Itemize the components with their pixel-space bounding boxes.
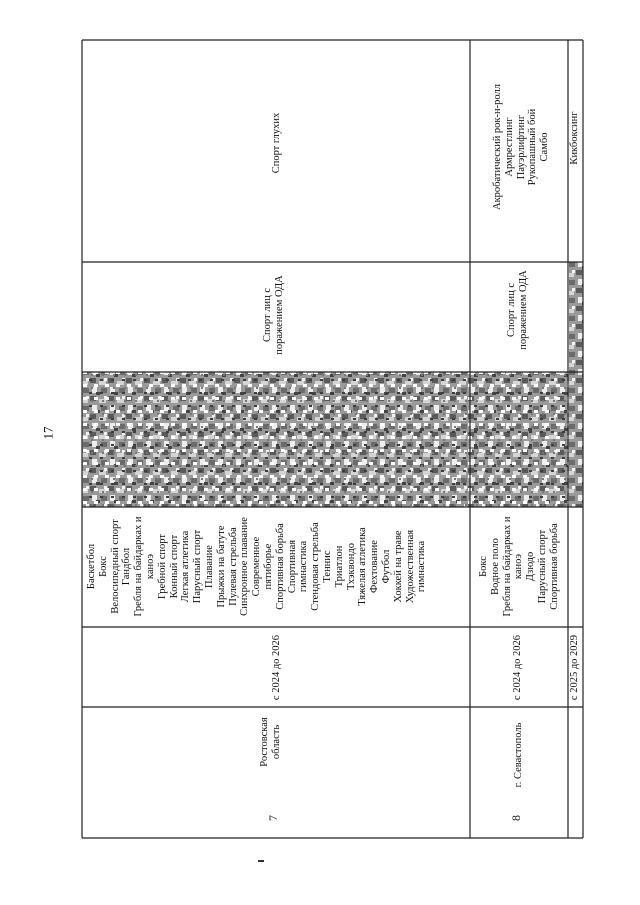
row-7-sport-item: гимнастика <box>298 540 310 593</box>
row-8-sport-item: Гребля на байдарках и <box>501 516 513 617</box>
row-7-sport-item: Гребля на байдарках и <box>133 516 145 617</box>
row-7-sport-item: Футбол <box>380 549 392 584</box>
row-8-sport-item: Парусный спорт <box>536 529 548 604</box>
row-8-period: с 2024 до 2026 <box>512 634 523 701</box>
row-7-sport-item: Современное <box>251 536 263 597</box>
row-7-sport-item: Художественная <box>404 529 416 604</box>
row-8-region: г. Севастополь <box>513 722 524 788</box>
row-7-sport-item: Парусный спорт <box>192 529 204 604</box>
row-8-oda-label: Спорт лиц с поражением ОДА <box>506 270 529 350</box>
row-8-number: 8 <box>509 815 523 821</box>
row-7-sport-item: Бокс <box>97 556 109 577</box>
row-7-sport-item: Гандбол <box>121 547 133 586</box>
row-7-sport-item: Спортивная борьба <box>274 523 286 610</box>
row-7-sport-item: Велосипедный спорт <box>109 519 121 614</box>
row-9-sport: Кикбоксинг <box>569 111 580 165</box>
row-7-sport-item: Тхэквондо <box>345 543 357 590</box>
row-7-sport-item: Фехтование <box>369 540 381 593</box>
row-7-deaf-sports: Спорт глухих <box>271 112 282 174</box>
row-8-sport-item: каноэ <box>513 553 525 580</box>
row-7-sports-list <box>86 508 428 625</box>
row-7-number: 7 <box>266 815 280 821</box>
row-7-sport-item: Теннис <box>321 550 333 583</box>
row-7-sport-item: Спортивная <box>286 539 298 594</box>
row-7-sport-item: Хоккей на траве <box>392 530 404 603</box>
row-7-sport-item: Синхронное плавание <box>239 517 251 616</box>
row-7-sport-item: Баскетбол <box>86 543 97 590</box>
row-7-sport-item: Тяжелая атлетика <box>357 527 369 606</box>
row-7-period: с 2024 до 2026 <box>271 634 282 701</box>
row-7-sport-item: Конный спорт <box>168 534 180 599</box>
row-7-sport-item: Пулевая стрельба <box>227 527 239 606</box>
row-7-oda-label: Спорт лиц с поражением ОДА <box>262 275 285 355</box>
row-7-sport-item: Легкая атлетика <box>180 530 192 603</box>
page-number: 17 <box>40 426 56 440</box>
row-7-sport-item: каноэ <box>144 553 156 580</box>
row-7-sport-item: Плавание <box>203 545 215 588</box>
row-8-sport-item: Бокс <box>478 556 489 577</box>
row-7-sport-item: гимнастика <box>416 540 428 593</box>
row-7-sport-item: Триатлон <box>333 545 345 588</box>
row-7-sport-item: Прыжки на батуте <box>215 525 227 608</box>
row-8-sport-item: Дзюдо <box>525 551 537 582</box>
row-9-period: с 2025 до 2029 <box>569 634 580 701</box>
row-7-sport-item: Стендовая стрельба <box>310 522 322 611</box>
row-8-sport-item: Водное поло <box>489 538 501 595</box>
row-7-region: Ростовская область <box>259 717 282 767</box>
row-8-other-sports: Акробатический рок-н-ролл Армрестлинг Пауэрлифтинг Рукопашный бой Самбо <box>492 84 551 211</box>
row-7-sport-item: пятиборье <box>262 543 274 590</box>
row-7-sport-item: Гребной спорт <box>156 534 168 600</box>
scan-noise-area-small <box>569 262 583 507</box>
row-8-sports-list <box>478 508 561 625</box>
row-8-sport-item: Спортивная борьба <box>548 523 560 610</box>
